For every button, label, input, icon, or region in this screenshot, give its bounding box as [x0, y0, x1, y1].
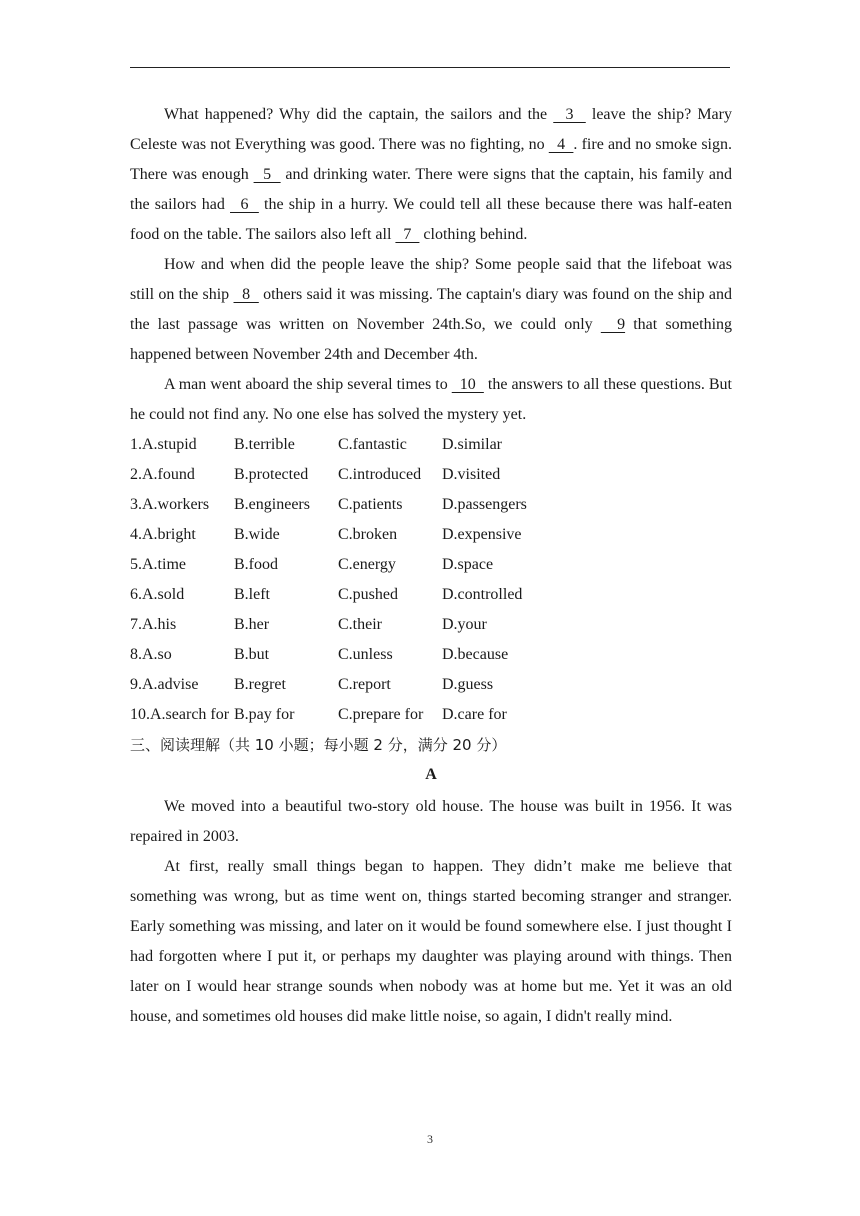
option-choice: C.their [338, 616, 382, 633]
blank-number: 8 [233, 286, 259, 303]
option-choice: C.report [338, 676, 391, 693]
passage-text: others said it was missing. The captain's diary was found on the ship and the last passage was written on November 24th.So, we could only [130, 286, 733, 333]
options-list [130, 430, 732, 730]
option-choice: C.introduced [338, 466, 422, 483]
blank-number: 7 [395, 226, 420, 243]
option-row [130, 460, 732, 490]
option-choice: B.engineers [234, 496, 310, 513]
page-number: 3 [427, 1132, 433, 1146]
option-choice: C.unless [338, 646, 393, 663]
passage-text: that something happened between November 24th and December 4th. [130, 316, 733, 363]
option-choice: 9.A.advise [130, 676, 199, 693]
passage-text: and drinking water. There were signs that the captain, his family and the sailors had [130, 166, 732, 213]
option-choice: 4.A.bright [130, 526, 196, 543]
passage-text: What happened? Why did the captain, the sailors and the [164, 106, 554, 123]
option-choice: D.expensive [442, 526, 522, 543]
passage-text: the answers to all these questions. But he could not find any. No one else has solved the mystery yet. [130, 376, 732, 423]
option-choice: D.because [442, 646, 509, 663]
option-row [130, 670, 732, 700]
option-choice: C.broken [338, 526, 398, 543]
option-row [130, 610, 732, 640]
option-choice: D.controlled [442, 586, 523, 603]
option-choice: 3.A.workers [130, 496, 210, 513]
blank-number: 10 [451, 376, 484, 393]
option-choice: B.pay for [234, 706, 295, 723]
cloze-paragraph [130, 100, 732, 250]
option-choice: B.protected [234, 466, 309, 483]
option-choice: D.your [442, 616, 487, 633]
option-choice: C.energy [338, 556, 396, 573]
option-row [130, 640, 732, 670]
option-choice: D.passengers [442, 496, 527, 513]
passage-text: How and when did the people leave the ship? Some people said that the lifeboat was still on the ship [130, 256, 732, 303]
option-choice: B.food [234, 556, 278, 573]
option-choice: D.similar [442, 436, 502, 453]
reading-paragraph: At first, really small things began to happen. They didn’t make me believe that something was wrong, but as time went on, things started becoming stranger and stranger. Early something was missing, and later on it would be found somewhere else. I just thought I had forgotten where I put it, or perhaps my daughter was playing around with things. Then later on I would hear strange sounds when nobody was at home but me. Yet it was an old house, and sometimes old houses did make little noise, so again, I didn't really mind. [130, 858, 732, 1025]
option-choice: D.care for [442, 706, 507, 723]
passage-text: leave the ship? Mary Celeste was not Everything was good. There was no fighting, no [130, 106, 732, 153]
option-choice: B.terrible [234, 436, 295, 453]
option-choice: D.visited [442, 466, 501, 483]
option-choice: 7.A.his [130, 616, 177, 633]
cloze-paragraph [130, 250, 732, 370]
option-row [130, 490, 732, 520]
option-choice: C.prepare for [338, 706, 424, 723]
option-choice: D.space [442, 556, 494, 573]
option-choice: B.left [234, 586, 270, 603]
option-choice: 6.A.sold [130, 586, 185, 603]
cloze-paragraph [130, 370, 732, 430]
reading-paragraph: We moved into a beautiful two-story old house. The house was built in 1956. It was repaired in 2003. [130, 798, 732, 845]
option-row [130, 550, 732, 580]
option-choice: C.fantastic [338, 436, 407, 453]
option-choice: D.guess [442, 676, 494, 693]
passage-text: clothing behind. [419, 226, 528, 243]
option-choice: 10.A.search for [130, 706, 230, 723]
option-row [130, 430, 732, 460]
option-choice: 2.A.found [130, 466, 195, 483]
section-heading: 三、阅读理解（共 10 小题；每小题 2 分，满分 20 分） [130, 736, 507, 754]
blank-number: 4 [548, 136, 574, 153]
cloze-passage [130, 100, 732, 430]
option-choice: 8.A.so [130, 646, 172, 663]
option-choice: B.but [234, 646, 270, 663]
option-row [130, 700, 732, 730]
passage-text: . fire and no smoke sign. There was enough [130, 136, 732, 183]
option-choice: 1.A.stupid [130, 436, 197, 453]
option-choice: 5.A.time [130, 556, 186, 573]
option-choice: B.her [234, 616, 270, 633]
passage-text: the ship in a hurry. We could tell all these because there was half-eaten food on the table. The sailors also left all [130, 196, 732, 243]
option-row [130, 580, 732, 610]
option-choice: C.patients [338, 496, 403, 513]
passage-label: A [425, 766, 437, 783]
blank-number: 9 [600, 316, 626, 333]
header-rule [130, 67, 730, 68]
option-choice: B.regret [234, 676, 286, 693]
blank-number: 3 [553, 106, 586, 123]
document-body [130, 100, 732, 1032]
option-row [130, 520, 732, 550]
option-choice: C.pushed [338, 586, 398, 603]
option-choice: B.wide [234, 526, 280, 543]
blank-number: 5 [253, 166, 281, 183]
passage-text: A man went aboard the ship several times to [164, 376, 452, 393]
blank-number: 6 [230, 196, 259, 213]
